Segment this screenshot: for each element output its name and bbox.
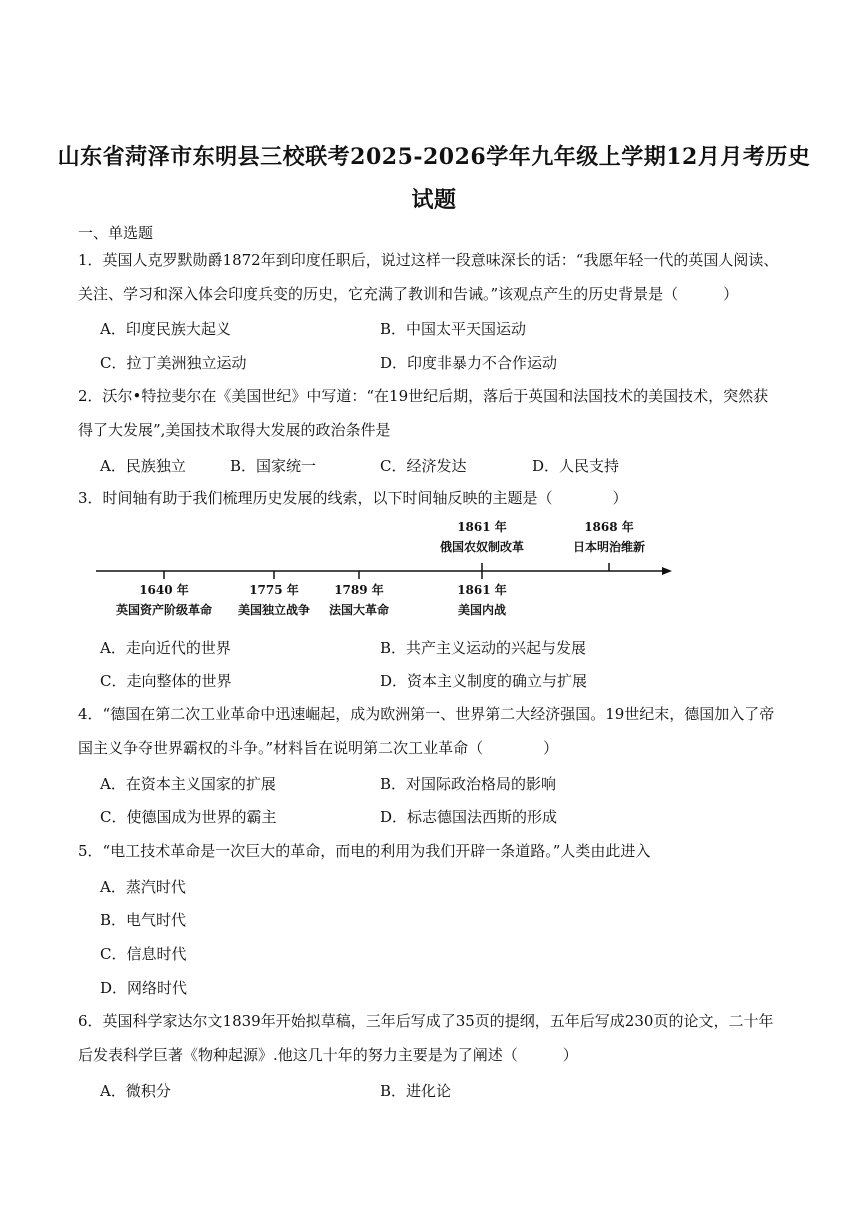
q5-option-a: A．蒸汽时代 — [100, 878, 186, 896]
q2-option-b: B．国家统一 — [230, 457, 317, 475]
q1-option-c: C．拉丁美洲独立运动 — [100, 354, 247, 372]
timeline-event: 英国资产阶级革命 — [115, 603, 213, 617]
timeline-arrow-icon — [662, 567, 672, 575]
question-1-text: 1．英国人克罗默勋爵1872年到印度任职后，说过这样一段意味深长的话：“我愿年轻一代的英国人阅读、 关注、学习和深入体会印度兵变的历史，它充满了教训和告诫。”该观点产生的历史背景是（ ） — [78, 251, 779, 303]
timeline-figure — [92, 512, 682, 622]
question-2-text: 2．沃尔•特拉斐尔在《美国世纪》中写道：“在19世纪后期，落后于英国和法国技术的美国技术，突然获 得了大发展”,美国技术取得大发展的政治条件是 — [78, 387, 769, 439]
q6-option-a: A．微积分 — [100, 1082, 171, 1100]
question-3-text: 3．时间轴有助于我们梳理历史发展的线索，以下时间轴反映的主题是（ ） — [78, 489, 628, 507]
timeline-year: 1861 年 — [457, 520, 507, 534]
q4-option-c: C．使德国成为世界的霸主 — [100, 808, 277, 826]
q2-option-c: C．经济发达 — [380, 457, 467, 475]
q5-option-b: B．电气时代 — [100, 911, 187, 929]
question-5-text: 5．“电工技术革命是一次巨大的革命，而电的利用为我们开辟一条道路。”人类由此进入 — [78, 842, 651, 860]
q3-option-a: A．走向近代的世界 — [100, 639, 231, 657]
q3-option-d: D．资本主义制度的确立与扩展 — [380, 672, 588, 690]
q6-option-b: B．进化论 — [380, 1082, 452, 1100]
q1-option-a: A．印度民族大起义 — [100, 320, 231, 338]
q4-option-d: D．标志德国法西斯的形成 — [380, 808, 558, 826]
q3-option-c: C．走向整体的世界 — [100, 672, 232, 690]
q1-option-d: D．印度非暴力不合作运动 — [380, 354, 558, 372]
section-heading: 一、单选题 — [78, 224, 154, 242]
question-6-text: 6．英国科学家达尔文1839年开始拟草稿，三年后写成了35页的提纲，五年后写成230页的论文，二十年 后发表科学巨著《物种起源》.他这几十年的努力主要是为了阐述（ ） — [78, 1012, 774, 1064]
q5-option-c: C．信息时代 — [100, 945, 187, 963]
q1-option-b: B．中国太平天国运动 — [380, 320, 527, 338]
q4-option-b: B．对国际政治格局的影响 — [380, 775, 557, 793]
q2-option-d: D．人民支持 — [532, 457, 620, 475]
timeline-year: 1775 年 — [249, 583, 299, 597]
timeline-year: 1868 年 — [584, 520, 634, 534]
timeline-year: 1861 年 — [457, 583, 507, 597]
question-4-text: 4．“德国在第二次工业革命中迅速崛起，成为欧洲第一、世界第二大经济强国。19世纪末，德国加入了帝 国主义争夺世界霸权的斗争。”材料旨在说明第二次工业革命（ ） — [78, 705, 775, 757]
q4-option-a: A．在资本主义国家的扩展 — [100, 775, 276, 793]
timeline-event: 俄国农奴制改革 — [439, 540, 525, 554]
timeline-event: 美国内战 — [457, 603, 507, 617]
q2-option-a: A．民族独立 — [100, 457, 186, 475]
q3-option-b: B．共产主义运动的兴起与发展 — [380, 639, 587, 657]
page-title: 山东省菏泽市东明县三校联考2025-2026学年九年级上学期12月月考历史 — [57, 144, 811, 170]
timeline-event: 美国独立战争 — [237, 603, 311, 617]
timeline-event: 法国大革命 — [328, 603, 390, 617]
timeline-year: 1640 年 — [139, 583, 189, 597]
q5-option-d: D．网络时代 — [100, 979, 188, 997]
timeline-year: 1789 年 — [334, 583, 384, 597]
page-title-continued: 试题 — [411, 187, 457, 213]
timeline-event: 日本明治维新 — [572, 540, 646, 554]
